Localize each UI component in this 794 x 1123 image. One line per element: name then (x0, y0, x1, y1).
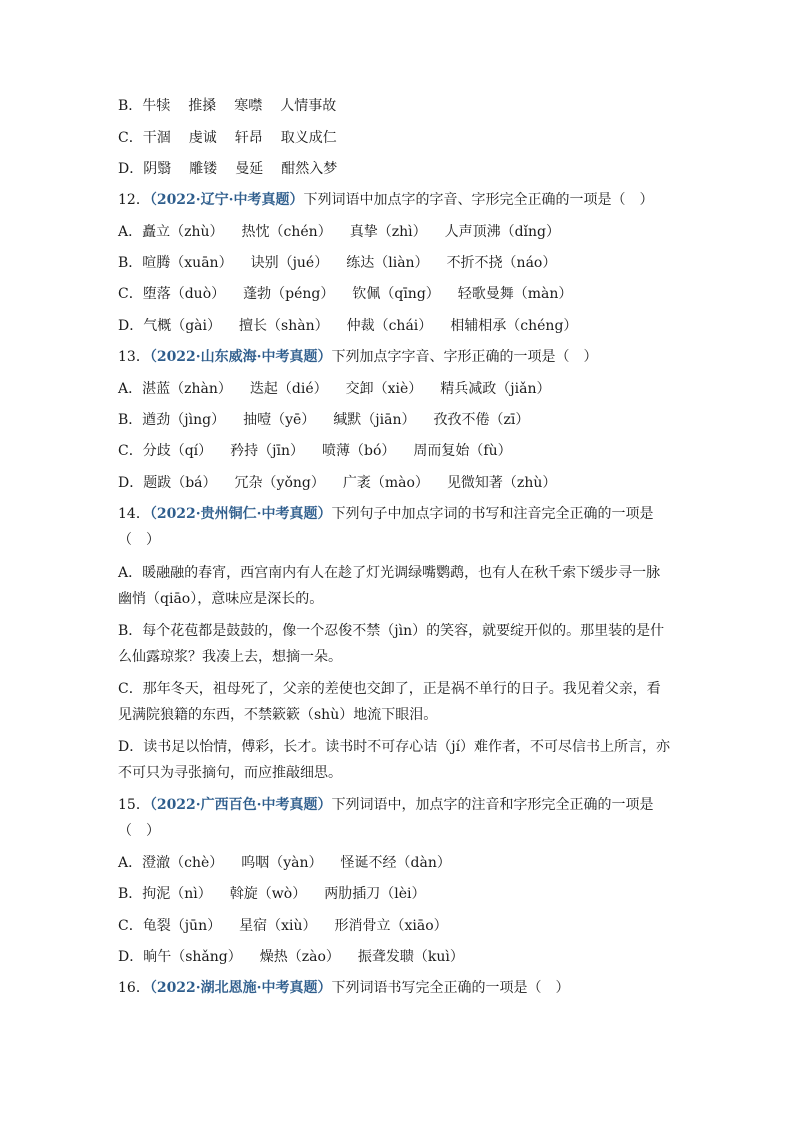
q12-option-b: B．喧腾（xuān） 诀别（jué） 练达（liàn） 不折不挠（náo） (118, 255, 557, 271)
q12-option-c: C．堕落（duò） 蓬勃（péng） 钦佩（qīng） 轻歌曼舞（màn） (118, 286, 573, 302)
q16-stem: 16．（2022·湖北恩施·中考真题）下列词语书写完全正确的一项是（ ） (118, 980, 570, 996)
q15-source: （2022·广西百色·中考真题） (149, 797, 332, 813)
q15-option-c: C．龟裂（jūn） 星宿（xiù） 形消骨立（xiāo） (118, 918, 448, 934)
q14-option-c-line1: C．那年冬天，祖母死了，父亲的差使也交卸了，正是祸不单行的日子。我见着父亲，看 (118, 681, 661, 697)
q12-option-a: A．矗立（zhù） 热忱（chén） 真挚（zhì） 人声顶沸（dǐng） (118, 224, 560, 240)
q15-option-b: B．拘泥（nì） 斡旋（wò） 两肋插刀（lèi） (118, 886, 426, 902)
q15-option-d: D．晌午（shǎng） 燥热（zào） 振聋发聩（kuì） (118, 949, 464, 965)
q11-option-b: B．牛犊 推搡 寒噤 人情事故 (118, 98, 337, 114)
q13-source: （2022·山东威海·中考真题） (149, 349, 332, 365)
q14-stem: 14．（2022·贵州铜仁·中考真题）下列句子中加点字词的书写和注音完全正确的一项是 (118, 506, 654, 522)
q12-option-d: D．气概（gài） 擅长（shàn） 仲裁（chái） 相辅相承（chéng） (118, 318, 578, 334)
q11-option-c: C．干涸 虔诚 轩昂 取义成仁 (118, 130, 337, 146)
q15-stem-cont: （ ） (118, 823, 160, 839)
q12-source: （2022·辽宁·中考真题） (149, 192, 304, 208)
q14-source: （2022·贵州铜仁·中考真题） (149, 506, 332, 522)
q14-option-b-line2: 么仙露琼浆？我凑上去，想摘一朵。 (118, 649, 342, 665)
q11-option-d: D．阴翳 雕镂 曼延 酣然入梦 (118, 161, 338, 177)
q14-option-b-line1: B．每个花苞都是鼓鼓的，像一个忍俊不禁（jìn）的笑容，就要绽开似的。那里装的是什 (118, 623, 665, 639)
q14-stem-cont: （ ） (118, 532, 160, 548)
q12-stem: 12．（2022·辽宁·中考真题）下列词语中加点字的字音、字形完全正确的一项是（ ） (118, 192, 654, 208)
q15-stem: 15．（2022·广西百色·中考真题）下列词语中，加点字的注音和字形完全正确的一项是 (118, 797, 654, 813)
q14-option-c-line2: 见满院狼籍的东西，不禁簌簌（shù）地流下眼泪。 (118, 707, 438, 723)
q16-source: （2022·湖北恩施·中考真题） (149, 980, 332, 996)
q14-option-d-line1: D．读书足以怡情，傅彩，长才。读书时不可存心诘（jí）难作者，不可尽信书上所言，亦 (118, 739, 671, 755)
q13-option-c: C．分歧（qí） 矜持（jīn） 喷薄（bó） 周而复始（fù） (118, 443, 512, 459)
q15-option-a: A．澄澈（chè） 呜咽（yàn） 怪诞不经（dàn） (118, 855, 451, 871)
q13-option-b: B．遒劲（jìng） 抽噎（yē） 缄默（jiān） 孜孜不倦（zī） (118, 412, 530, 428)
q13-option-a: A．湛蓝（zhàn） 迭起（dié） 交卸（xiè） 精兵减政（jiǎn） (118, 381, 551, 397)
q14-option-a-line1: A．暖融融的春宵，西宫南内有人在趁了灯光调绿嘴鹦鹉，也有人在秋千索下缓步寻一脉 (118, 565, 661, 581)
q14-option-d-line2: 不可只为寻张摘句，而应推敲细思。 (118, 765, 342, 781)
q13-stem: 13．（2022·山东威海·中考真题）下列加点字字音、字形正确的一项是（ ） (118, 349, 598, 365)
q14-option-a-line2: 幽悄（qiāo），意味应是深长的。 (118, 591, 324, 607)
q13-option-d: D．题跋（bá） 冗杂（yǒng） 广袤（mào） 见微知著（zhù） (118, 475, 557, 491)
